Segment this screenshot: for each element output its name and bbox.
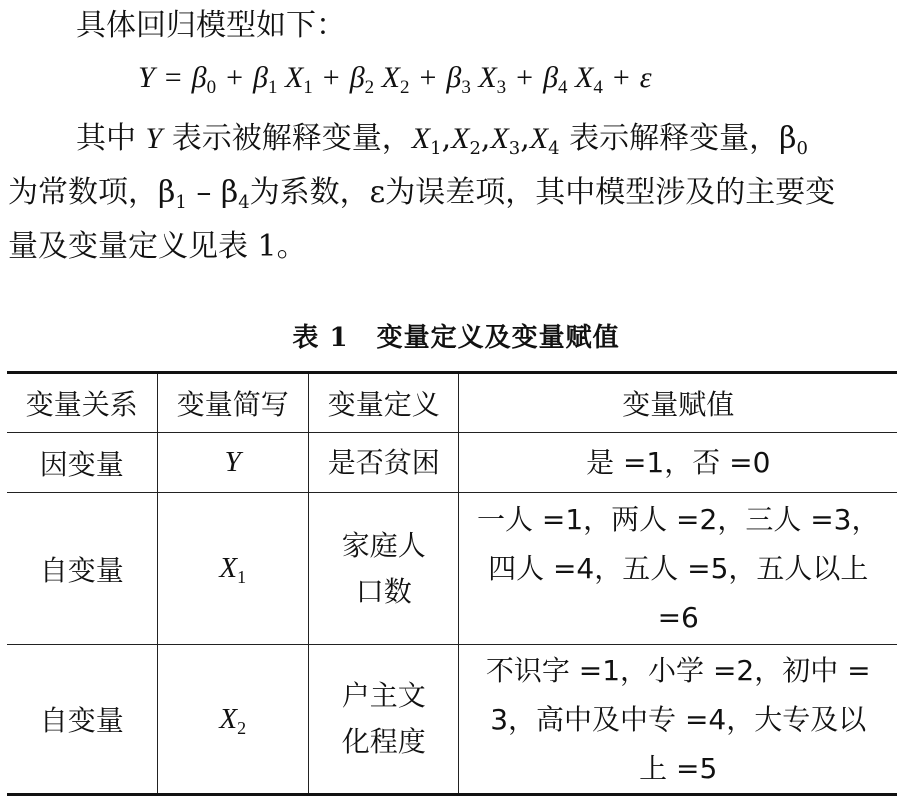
cell-value: 一人 =1，两人 =2，三人 =3， 四人 =4，五人 =5，五人以上 =6 — [459, 493, 897, 645]
header-symbol: 变量简写 — [157, 373, 308, 433]
var-x4: X — [575, 61, 594, 94]
coef-beta0: β — [191, 61, 207, 94]
cell-relation: 因变量 — [7, 433, 157, 493]
cell-symbol: $X_2$ — [157, 645, 308, 795]
equation-lhs: Y — [138, 61, 155, 94]
cell-symbol: Y — [157, 433, 308, 493]
table-row — [7, 645, 897, 795]
table-row — [7, 493, 897, 645]
cell-definition: 家庭人 口数 — [308, 493, 459, 645]
equation-equals: = — [164, 61, 182, 94]
paragraph-line-3: 量及变量定义见表 1。 — [8, 229, 307, 264]
cell-value: 不识字 =1，小学 =2，初中 = 3，高中及中专 =4，大专及以 上 =5 — [459, 645, 897, 795]
variable-definition-table — [7, 371, 897, 796]
var-x3: X — [478, 61, 497, 94]
header-value: 变量赋值 — [459, 373, 897, 433]
paragraph-line-2: 为常数项，$\beta_1 - \beta_4$为系数，ε为误差项，其中模型涉及的主要变 — [8, 175, 836, 213]
header-relation: 变量关系 — [7, 373, 157, 433]
regression-equation: $Y = \beta_0 + \beta_1$ $X_1 + \beta_2$ $X_2 + \beta_3$ $X_3 + \beta_4$ $X_4 + \varepsilon$ — [138, 61, 652, 98]
explanation-paragraph — [8, 112, 908, 274]
coef-beta1: β — [252, 61, 268, 94]
coef-beta2: β — [349, 61, 365, 94]
cell-definition: 是否贫困 — [308, 433, 459, 493]
cell-relation: 自变量 — [7, 645, 157, 795]
header-definition: 变量定义 — [308, 373, 459, 433]
table-header-row — [7, 373, 897, 433]
coef-beta3: β — [446, 61, 462, 94]
cell-relation: 自变量 — [7, 493, 157, 645]
var-x2: X — [381, 61, 400, 94]
table-title: 变量定义及变量赋值 — [376, 323, 620, 353]
table-caption — [0, 318, 912, 358]
cell-symbol: $X_1$ — [157, 493, 308, 645]
intro-text: 具体回归模型如下： — [76, 8, 346, 43]
error-term: ε — [639, 61, 652, 94]
table-row — [7, 433, 897, 493]
paragraph-line-1: 其中 Y 表示被解释变量，$X_1,X_2,X_3,X_4$ 表示解释变量，$\beta_0$ — [76, 121, 808, 159]
cell-definition: 户主文 化程度 — [308, 645, 459, 795]
coef-beta4: β — [543, 61, 559, 94]
table-number: 表 1 — [292, 323, 349, 353]
var-x1: X — [284, 61, 304, 94]
cell-value: 是 =1，否 =0 — [459, 433, 897, 493]
